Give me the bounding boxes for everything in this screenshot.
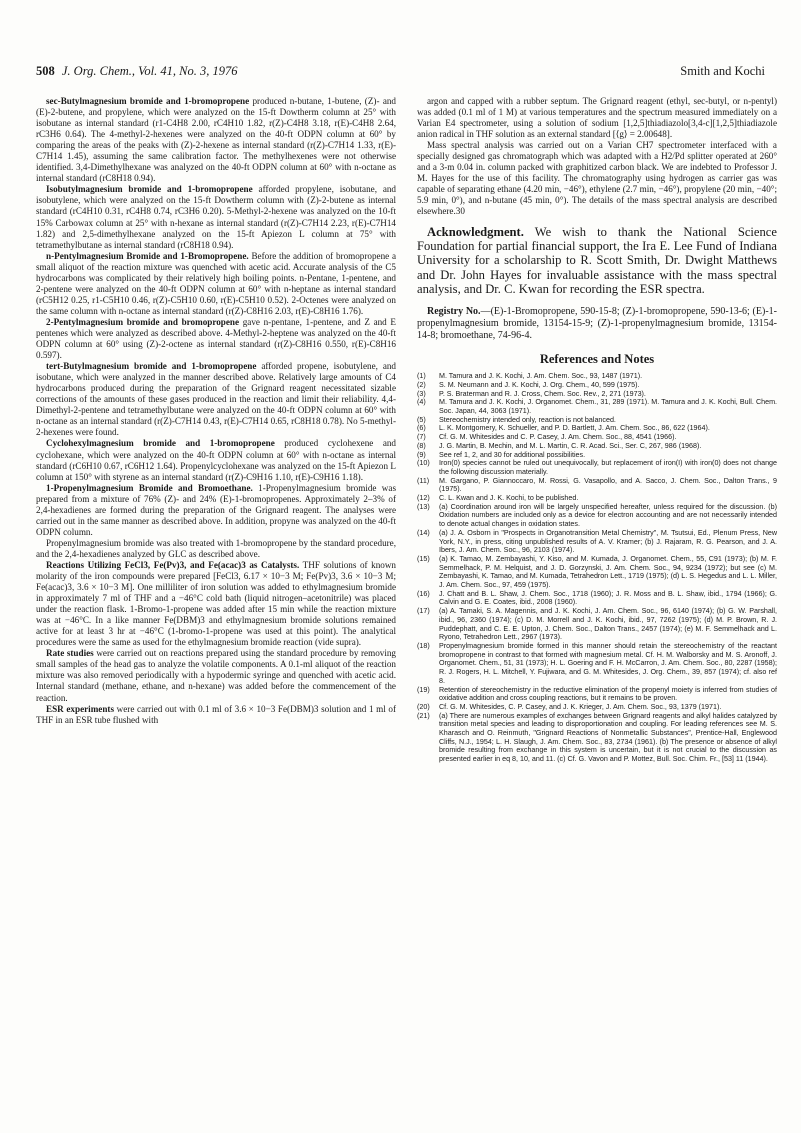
reference-number: (20) xyxy=(417,702,430,711)
left-column xyxy=(36,96,396,726)
reference-text: S. M. Neumann and J. K. Kochi, J. Org. Chem., 40, 599 (1975). xyxy=(439,380,640,389)
reference-text: M. Tamura and J. K. Kochi, J. Am. Chem. Soc., 93, 1487 (1971). xyxy=(439,372,643,381)
reference-item xyxy=(417,642,777,686)
reference-text: Cf. G. M. Whitesides and C. P. Casey, J. Am. Chem. Soc., 88, 4541 (1966). xyxy=(439,433,677,442)
reference-item xyxy=(417,494,777,503)
left-paragraph-lead: sec-Butylmagnesium bromide and 1-bromopropene xyxy=(46,96,250,106)
reference-number: (8) xyxy=(417,441,426,450)
reference-text: P. S. Braterman and R. J. Cross, Chem. Soc. Rev., 2, 271 (1973). xyxy=(439,389,646,398)
right-column xyxy=(417,96,777,764)
reference-number: (15) xyxy=(417,554,430,563)
left-paragraph xyxy=(36,538,396,560)
reference-text: Retention of stereochemistry in the reductive elimination of the propenyl moiety is inferred from studies of oxidative addition and cross coupling reactions, but it remains to be proven. xyxy=(439,685,777,703)
left-paragraph-text: produced n-butane, 1-butene, (Z)- and (E)-2-butene, and propylene, which were analyzed on the 15-ft Dowtherm column at 25° with isobutane as internal standard (r1-C4H8 2.00, rC4H10 1.82, r(Z)-C4H8 3.18, r(E)-C4H8 2.64, rC3H6 0.64). The 4-methyl-2-hexenes were analyzed on the 40-ft ODPN column at 60° by comparing the areas of the peaks with (Z)-2-hexene as internal standard (r(Z)-C7H14 1.33, r(E)-C7H14 1.45), assuming the same calibration factor. The methylhexenes were not otherwise identified. 3,4-Dimethylhexane was analyzed on the 40-ft ODPN column at 60° with n-octane as internal standard (rC8H18 0.94). xyxy=(36,96,396,184)
left-paragraph xyxy=(36,704,396,726)
left-paragraph xyxy=(36,438,396,482)
reference-item xyxy=(417,451,777,460)
acknowledgment-heading: Acknowledgment. xyxy=(427,224,524,239)
left-paragraph xyxy=(36,483,396,538)
left-paragraph-lead: Isobutylmagnesium bromide and 1-bromopropene xyxy=(46,184,253,195)
left-paragraph xyxy=(36,184,396,250)
reference-text: Iron(0) species cannot be ruled out unequivocally, but replacement of iron(I) with iron(0) does not change the following discussion materially. xyxy=(439,459,777,476)
references-heading: References and Notes xyxy=(539,352,655,367)
journal-citation: J. Org. Chem., Vol. 41, No. 3, 1976 xyxy=(61,64,238,78)
reference-number: (16) xyxy=(417,589,430,598)
reference-number: (13) xyxy=(417,502,430,511)
left-paragraph-lead: Rate studies xyxy=(46,648,94,659)
left-paragraph-text: afforded propylene, isobutane, and isobutylene, which were analyzed on the 15-ft Dowtherm column with (Z)-2-butene as internal standard (rC4H10 0.31, rC4H8 0.74, rC3H6 0.20). 5-Methyl-2-hexene was analyzed on the 10-ft 15% Carbowax column at 25° with n-hexane as internal standard (r(Z)-C7H14 2.23, r(E)-C7H14 1.82) and 2,5-dimethylhexane analyzed on the 15-ft Apiezon L column at 75° with tetramethylbutane as internal standard (rC8H18 0.94). xyxy=(36,184,396,250)
left-paragraph-lead: ESR experiments xyxy=(46,703,115,714)
reference-number: (9) xyxy=(417,450,426,459)
left-paragraph xyxy=(36,361,396,438)
reference-text: M. Gargano, P. Giannoccaro, M. Rossi, G. Vasapollo, and A. Sacco, J. Chem. Soc., Dalton Trans., 9 (1975). xyxy=(439,476,777,494)
reference-item xyxy=(417,590,777,607)
left-paragraph-lead: tert-Butylmagnesium bromide and 1-bromopropene xyxy=(46,361,257,372)
left-paragraph xyxy=(36,251,396,317)
left-paragraph-text: were carried out on reactions prepared using the standard procedure by removing small samples of the head gas to analyze the volatile components. A 0.1-ml aliquot of the reaction mixture was also removed periodically with a hypodermic syringe and quenched with acetic acid. Internal standard (methane, ethane, and n-hexane) was added before the commencement of the reaction. xyxy=(36,648,396,703)
reference-text: Cf. G. M. Whitesides, C. P. Casey, and J. K. Krieger, J. Am. Chem. Soc., 93, 1379 (1971). xyxy=(439,702,722,711)
reference-text: Propenylmagnesium bromide formed in this manner should retain the stereochemistry of the reactant bromopropene in contrast to that formed with magnesium metal. Cf. H. M. Walborsky and M. S. Aronoff, J. Organomet. Chem., 51, 31 (1973); H. L. Goering and F. H. McCarron, J. Am. Chem. Soc., 80, 2287 (1958); R. J. Rogers, H. L. Mitchell, Y. Fujiwara, and G. M. Whitesides, J. Org. Chem., 39, 857 (1974); cf. also ref 8. xyxy=(439,642,777,685)
reference-item xyxy=(417,372,777,381)
reference-item xyxy=(417,381,777,390)
reference-number: (3) xyxy=(417,389,426,398)
left-paragraph-text: produced cyclohexene and cyclohexane, which were analyzed on the 40-ft ODPN column at 60° with n-octane as internal standard (rC6H10 0.67, rC6H12 1.64). Propenylcyclohexane was analyzed on the 15-ft Apiezon L column at 150° with styrene as an internal standard (r(Z)-C9H16 1.10, r(E)-C9H16 1.18). xyxy=(36,438,396,482)
reference-text: M. Tamura and J. K. Kochi, J. Organomet. Chem., 31, 289 (1971). M. Tamura and J. K. Kochi, Bull. Chem. Soc. Japan, 44, 3063 (1971). xyxy=(439,398,777,416)
running-authors: Smith and Kochi xyxy=(680,64,765,78)
acknowledgment xyxy=(417,225,777,297)
left-paragraph-text: gave n-pentane, 1-pentene, and Z and E pentenes which were analyzed as described above. 4-Methyl-2-heptene was analyzed on the 40-ft ODPN column at 60° using (Z)-2-octene as internal standard (r(Z)-C8H16 0.550, r(E)-C8H16 0.597). xyxy=(36,316,396,361)
right-column-paragraphs xyxy=(417,96,777,218)
reference-text: (a) A. Tamaki, S. A. Magennis, and J. K. Kochi, J. Am. Chem. Soc., 96, 6140 (1974); (b) G. W. Parshall, ibid., 96, 2360 (1974); (c) D. M. Morrell and J. K. Kochi, ibid., 97, 7262 (1975); (d) M. P. Brown, R. J. Puddephatt, and C. E. E. Upton, J. Chem. Soc., Dalton Trans., 2457 (1974); (e) M. F. Semmelhack and L. Ryono, Tetrahedron Lett., 2967 (1973). xyxy=(439,607,777,642)
reference-item xyxy=(417,433,777,442)
reference-item xyxy=(417,703,777,712)
registry-heading: Registry No. xyxy=(427,305,481,317)
left-paragraph-text: afforded propene, isobutylene, and isobutane, which were analyzed in the manner described above. Relatively large amounts of C4 hydrocarbons produced during the preparation of the Grignard reagent necessitated sizable corrections of the amounts of these gases produced in the reaction and limit their reliability. 4,4-Dimethyl-2-pentene and tetramethylbutane were analyzed on the 40-ft ODPN column at 60° with n-octane as an internal standard (r(Z)-C7H14 0.43, r(E)-C7H14 0.65, rC8H18 0.78). No 5-methyl-2-hexenes were found. xyxy=(36,361,396,438)
right-paragraph xyxy=(417,140,777,217)
left-paragraph-lead: n-Pentylmagnesium Bromide and 1-Bromopropene. xyxy=(46,250,249,261)
left-paragraph-text: THF solutions of known molarity of the iron compounds were prepared [FeCl3, 6.17 × 10−3 M; Fe(Pv)3, 3.6 × 10−3 M; Fe(acac)3, 3.6 × 10−3 M]. One milliliter of iron solution was added to ethylmagnesium bromide in approximately 7 ml of THF and a −46°C cold bath (liquid nitrogen–acetonitrile) was placed under the reaction flask. 1-Bromo-1-propene was added after 15 min while the reaction mixture was at −46°C. In a like manner Fe(DBM)3 and ethylmagnesium bromide solutions remained active for at least 3 hr at −46°C (1-bromo-1-propene was used at this point). The analytical procedures were the same as used for the ethylmagnesium bromide reaction (vide supra). xyxy=(36,559,396,648)
left-paragraph xyxy=(36,648,396,703)
reference-number: (12) xyxy=(417,494,430,503)
reference-number: (4) xyxy=(417,398,426,407)
reference-number: (11) xyxy=(417,476,430,485)
registry-numbers xyxy=(417,306,777,343)
reference-item xyxy=(417,607,777,642)
reference-text: (a) K. Tamao, M. Zembayashi, Y. Kiso, and M. Kumada, J. Organomet. Chem., 55, C91 (1973); (b) M. F. Semmelhack, P. M. Helquist, and J. D. Gorzynski, J. Am. Chem. Soc., 94, 9234 (1972); but see (c) M. Zembayashi, K. Tamao, and M. Kumada, Tetrahedron Lett., 1719 (1975); (d) L. S. Hegedus and L. L. Miller, J. Am. Chem. Soc., 97, 459 (1975). xyxy=(439,554,777,590)
reference-number: (1) xyxy=(417,372,426,381)
left-paragraph xyxy=(36,560,396,648)
reference-item xyxy=(417,555,777,590)
reference-number: (19) xyxy=(417,685,430,694)
reference-text: See ref 1, 2, and 30 for additional possibilities. xyxy=(439,450,586,459)
left-paragraph-text: 1-Propenylmagnesium bromide was prepared from a mixture of 76% (Z)- and 24% (E)-1-bromopropenes. Approximately 2–3% of 2,4-hexadienes are formed during the preparation of the Grignard reagent. The analyses were carried out in the same manner as described above. In addition, propyne was analyzed on the 40-ft ODPN column. xyxy=(36,482,396,537)
reference-item xyxy=(417,398,777,415)
right-paragraph-text: Mass spectral analysis was carried out on a Varian CH7 spectrometer interfaced with a specially designed gas chromatograph which was adapted with a H2/Pd splitter operated at 260° and a 3-m 0.04 in. column packed with graphitized carbon black. We are indebted to Professor J. M. Hayes for the use of this facility. The chromatography using hydrogen as carrier gas was capable of separating ethane (4.20 min, −46°), ethylene (2.7 min, −46°), propylene (20 min, −40°; 5.9 min, 0°), and n-butane (45 min, 0°). The details of the mass spectral analysis are described elsewhere.30 xyxy=(417,140,777,217)
reference-text: (a) J. A. Osborn in "Prospects in Organotransition Metal Chemistry", M. Tsutsui, Ed., Plenum Press, New York, N.Y., in press, citing unpublished results of A. V. Kramer; (b) J. Rajaram, R. G. Pearson, and J. A. Ibers, J. Am. Chem. Soc., 96, 2103 (1974). xyxy=(439,528,777,555)
reference-text: J. Chatt and B. L. Shaw, J. Chem. Soc., 1718 (1960); J. R. Moss and B. L. Shaw, ibid., 1794 (1966); G. Calvin and G. E. Coates, ibid., 2008 (1960). xyxy=(439,589,777,607)
reference-number: (18) xyxy=(417,642,430,650)
left-paragraph-text: were carried out with 0.1 ml of 3.6 × 10−3 Fe(DBM)3 solution and 1 ml of THF in an ESR tube flushed with xyxy=(36,703,397,725)
references-list xyxy=(417,372,777,764)
registry-text: —(E)-1-Bromopropene, 590-15-8; (Z)-1-bromopropene, 590-13-6; (E)-1-propenylmagnesium bromide, 13154-15-9; (Z)-1-propenylmagnesium bromide, 13154-14-8; bromoethane, 74-96-4. xyxy=(417,305,777,341)
left-paragraph xyxy=(36,96,396,184)
acknowledgment-text: We wish to thank the National Science Foundation for partial financial support, the Ira E. Lee Fund of Indiana University for a scholarship to R. Scott Smith, Dr. Dwight Matthews and Dr. John Hayes for invaluable assistance with the mass spectral analysis, and Dr. C. Kwan for recording the ESR spectra. xyxy=(417,224,777,297)
reference-text: (a) There are numerous examples of exchanges between Grignard reagents and alkyl halides catalyzed by transition metal species and leading to disproportionation and coupling. For leading references see M. S. Kharasch and O. Reinmuth, "Grignard Reactions of Nonmetallic Substances", Prentice-Hall, Englewood Cliffs, N.J., 1954; L. H. Slaugh, J. Am. Chem. Soc., 83, 2734 (1961). (b) The presence or absence of alkyl bromide resulting from exchange in this system is uncertain, but it is not crucial to the discussion as presented earlier in eq 8, 10, and 11. (c) Cf. G. Vavon and P. Mottez, Bull. Soc. Chim. Fr., [53] 11 (1944). xyxy=(439,711,777,764)
reference-text: Stereochemistry intended only, reaction is not balanced. xyxy=(439,415,616,424)
reference-item xyxy=(417,686,777,703)
reference-text: (a) Coordination around iron will be largely unspecified hereafter, unless required for the discussion. (b) Oxidation numbers are included only as a device for electron accounting and are not necessarily intended to denote actual changes in oxidation states. xyxy=(439,502,777,529)
reference-number: (6) xyxy=(417,424,426,433)
reference-item xyxy=(417,390,777,399)
reference-number: (21) xyxy=(417,711,430,720)
reference-text: J. G. Martin, B. Mechin, and M. L. Martin, C. R. Acad. Sci., Ser. C, 267, 986 (1968). xyxy=(439,441,702,450)
page-number: 508 xyxy=(36,64,55,78)
reference-item xyxy=(417,459,777,476)
reference-item xyxy=(417,416,777,425)
reference-text: C. L. Kwan and J. K. Kochi, to be published. xyxy=(439,494,579,503)
left-paragraph-text: Before the addition of bromopropene a small aliquot of the reaction mixture was quenched with acetic acid. Accurate analysis of the C5 hydrocarbons was complicated by their relatively high boiling points. n-Pentane, 1-pentene, and 2-pentene were analyzed on the 40-ft ODPN column at 60° with n-heptane as internal standard (rC5H12 0.25, r1-C5H10 0.46, r(Z)-C5H10 0.60, r(E)-C5H10 0.52). 2-Octenes were analyzed on the same column with n-octane as internal standard (r(Z)-C8H16 2.03, r(E)-C8H16 1.76). xyxy=(36,250,396,316)
reference-item xyxy=(417,712,777,764)
reference-item xyxy=(417,424,777,433)
page-header xyxy=(36,64,765,82)
reference-number: (2) xyxy=(417,380,426,389)
reference-number: (7) xyxy=(417,433,426,442)
right-paragraph-text: argon and capped with a rubber septum. The Grignard reagent (ethyl, sec-butyl, or n-pentyl) was added (0.1 ml of 1 M) at various temperatures and the spectrum measured immediately on a Varian E4 spectrometer, using a solution of sodium [1,2,5]thiadiazolo[3,4-c][1,2,5]thiadiazole anion radical in THF solution as an external standard [⟨g⟩ = 2.00648]. xyxy=(417,96,777,140)
reference-item xyxy=(417,477,777,494)
reference-item xyxy=(417,529,777,555)
reference-number: (17) xyxy=(417,607,430,616)
reference-number: (10) xyxy=(417,459,430,468)
left-paragraph-text: Propenylmagnesium bromide was also treated with 1-bromopropene by the standard procedure, and the 2,4-hexadienes analyzed by GLC as described above. xyxy=(36,537,396,559)
reference-item xyxy=(417,503,777,529)
reference-text: L. K. Montgomery, K. Schueller, and P. D. Bartlett, J. Am. Chem. Soc., 86, 622 (1964). xyxy=(439,424,710,433)
left-paragraph-lead: Reactions Utilizing FeCl3, Fe(Pv)3, and Fe(acac)3 as Catalysts. xyxy=(46,559,300,570)
left-paragraph-lead: 2-Pentylmagnesium bromide and bromopropene xyxy=(46,316,240,327)
reference-item xyxy=(417,442,777,451)
right-paragraph xyxy=(417,96,777,140)
left-paragraph-lead: 1-Propenylmagnesium Bromide and Bromoethane. xyxy=(46,482,253,493)
left-paragraph-lead: Cyclohexylmagnesium bromide and 1-bromopropene xyxy=(46,438,275,449)
left-paragraph xyxy=(36,317,396,361)
reference-number: (5) xyxy=(417,415,426,424)
reference-number: (14) xyxy=(417,528,430,537)
